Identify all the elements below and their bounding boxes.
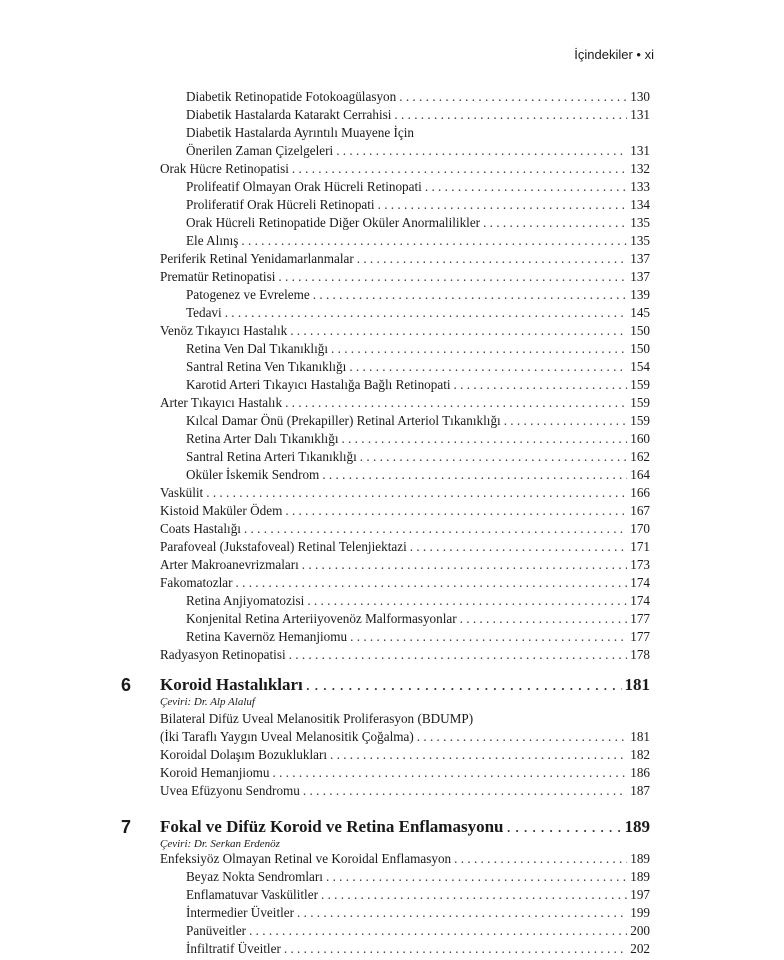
page-number: 160 — [630, 431, 650, 446]
toc-entry-title: Arter Tıkayıcı Hastalık — [160, 395, 283, 410]
chapter-heading — [160, 816, 650, 838]
dot-leader — [399, 88, 627, 106]
toc-entry-title: Koroid Hemanjiomu — [160, 765, 270, 780]
toc-entry — [186, 430, 650, 448]
toc-entry-title: Ele Alınış — [186, 233, 239, 248]
toc-entry — [160, 322, 650, 340]
page-number: 174 — [630, 593, 650, 608]
page-number: 164 — [630, 467, 650, 482]
dot-leader — [289, 646, 628, 664]
dot-leader — [417, 728, 627, 746]
page-number: 202 — [630, 941, 650, 956]
page-number: 133 — [630, 179, 650, 194]
toc-entry-title: Kistoid Maküler Ödem — [160, 503, 283, 518]
toc-entry — [186, 466, 650, 484]
toc-entry — [186, 340, 650, 358]
page-number: 154 — [630, 359, 650, 374]
translator-credit: Çeviri: Dr. Serkan Erdenöz — [160, 838, 280, 850]
dot-leader — [454, 850, 627, 868]
toc-entry — [160, 746, 650, 764]
page-number: 182 — [630, 747, 650, 762]
chapter-number: 6 — [121, 675, 132, 695]
toc-entry — [186, 358, 650, 376]
toc-entry — [160, 268, 650, 286]
toc-entry-title: Enfeksiyöz Olmayan Retinal ve Koroidal Enflamasyon — [160, 851, 452, 866]
toc-entry-title: İnfiltratif Üveitler — [186, 941, 281, 956]
toc-entry-title: Orak Hücre Retinopatisi — [160, 161, 289, 176]
toc-entry-title: Oküler İskemik Sendrom — [186, 467, 320, 482]
toc-entry — [160, 538, 650, 556]
dot-leader — [331, 340, 627, 358]
toc-entry-title: Konjenital Retina Arteriiyovenöz Malformasyonlar — [186, 611, 457, 626]
page-number: 170 — [630, 521, 650, 536]
page-number: 189 — [624, 817, 650, 836]
toc-entry-title: Beyaz Nokta Sendromları — [186, 869, 323, 884]
page-number: 177 — [630, 629, 650, 644]
page-number: 171 — [630, 539, 650, 554]
dot-leader — [357, 250, 627, 268]
toc-entry — [160, 160, 650, 178]
toc-entry-title: Karotid Arteri Tıkayıcı Hastalığa Bağlı Retinopati — [186, 377, 451, 392]
dot-leader — [278, 268, 627, 286]
dot-leader — [307, 592, 627, 610]
dot-leader — [360, 448, 627, 466]
toc-entry-title: Arter Makroanevrizmaları — [160, 557, 299, 572]
page-number: 135 — [630, 215, 650, 230]
dot-leader — [326, 868, 627, 886]
toc-entry — [160, 764, 650, 782]
dot-leader — [322, 466, 627, 484]
toc-entry — [186, 628, 650, 646]
page-number: 178 — [630, 647, 650, 662]
toc-entry-title: Periferik Retinal Yenidamarlanmalar — [160, 251, 354, 266]
toc-entry-title: Enflamatuvar Vaskülitler — [186, 887, 318, 902]
dot-leader — [236, 574, 628, 592]
dot-leader — [349, 358, 627, 376]
toc-entry — [160, 394, 650, 412]
toc-entry — [160, 250, 650, 268]
dot-leader — [460, 610, 628, 628]
dot-leader — [506, 816, 621, 838]
dot-leader — [306, 674, 622, 696]
page-number: 131 — [630, 107, 650, 122]
toc-entry-title: Santral Retina Ven Tıkanıklığı — [186, 359, 347, 374]
dot-leader — [206, 484, 627, 502]
toc-entry-title: Diabetik Hastalarda Katarakt Cerrahisi — [186, 107, 392, 122]
toc-entry-title: Proliferatif Orak Hücreli Retinopati — [186, 197, 375, 212]
dot-leader — [321, 886, 627, 904]
toc-entry — [186, 214, 650, 232]
toc-entry-title: Retina Ven Dal Tıkanıklığı — [186, 341, 328, 356]
page-number: 177 — [630, 611, 650, 626]
dot-leader — [504, 412, 628, 430]
toc-entry-title: Panüveitler — [186, 923, 247, 938]
chapter-number: 7 — [121, 817, 132, 837]
page-number: 199 — [630, 905, 650, 920]
toc-entry — [186, 376, 650, 394]
dot-leader — [378, 196, 628, 214]
page-number: 139 — [630, 287, 650, 302]
toc-entry — [186, 448, 650, 466]
dot-leader — [244, 520, 627, 538]
chapter-title: Fokal ve Difüz Koroid ve Retina Enflamasyonu — [160, 817, 504, 836]
dot-leader — [394, 106, 627, 124]
toc-entry — [160, 850, 650, 868]
translator-credit: Çeviri: Dr. Alp Alaluf — [160, 696, 255, 708]
dot-leader — [273, 764, 628, 782]
page-number: 173 — [630, 557, 650, 572]
dot-leader — [336, 142, 627, 160]
toc-entry-title: Prolifeatif Olmayan Orak Hücreli Retinopati — [186, 179, 422, 194]
toc-entry-title: Vaskülit — [160, 485, 204, 500]
toc-entry-title: Tedavi — [186, 305, 222, 320]
page-number: 132 — [630, 161, 650, 176]
toc-entry-title: Orak Hücreli Retinopatide Diğer Oküler Anormalilikler — [186, 215, 481, 230]
page-number: 166 — [630, 485, 650, 500]
dot-leader — [285, 502, 627, 520]
page-number: 197 — [630, 887, 650, 902]
page-number: 174 — [630, 575, 650, 590]
toc-entry — [160, 646, 650, 664]
toc-entry — [186, 592, 650, 610]
toc-entry — [186, 142, 650, 160]
toc-entry — [160, 484, 650, 502]
toc-entry-title: Önerilen Zaman Çizelgeleri — [186, 143, 334, 158]
toc-entry — [186, 940, 650, 958]
page-number: 189 — [630, 869, 650, 884]
toc-entry — [160, 728, 650, 746]
toc-entry — [160, 710, 650, 728]
toc-entry-title: Diabetik Retinopatide Fotokoagülasyon — [186, 89, 397, 104]
toc-entry — [186, 412, 650, 430]
page-number: 130 — [630, 89, 650, 104]
dot-leader — [284, 940, 627, 958]
page-number: 187 — [630, 783, 650, 798]
page-number: 159 — [630, 377, 650, 392]
toc-entry — [186, 868, 650, 886]
page-number: 145 — [630, 305, 650, 320]
toc-entry-title: Santral Retina Arteri Tıkanıklığı — [186, 449, 357, 464]
dot-leader — [303, 782, 627, 800]
page-number: 137 — [630, 251, 650, 266]
chapter-title: Koroid Hastalıkları — [160, 675, 303, 694]
dot-leader — [454, 376, 628, 394]
toc-entry-title: Diabetik Hastalarda Ayrıntılı Muayene İçin — [186, 125, 415, 140]
toc-entry-title: Radyasyon Retinopatisi — [160, 647, 286, 662]
dot-leader — [483, 214, 627, 232]
toc-entry — [186, 886, 650, 904]
page-number: 181 — [630, 729, 650, 744]
dot-leader — [241, 232, 627, 250]
toc-entry-title: Uvea Efüzyonu Sendromu — [160, 783, 300, 798]
toc-entry — [186, 124, 650, 142]
toc-entry — [186, 286, 650, 304]
toc-entry-title: Fakomatozlar — [160, 575, 233, 590]
page-number: 135 — [630, 233, 650, 248]
dot-leader — [290, 322, 627, 340]
page-number: 159 — [630, 413, 650, 428]
page-number: 131 — [630, 143, 650, 158]
page-number: 134 — [630, 197, 650, 212]
toc-entry-title: Prematür Retinopatisi — [160, 269, 276, 284]
toc-entry — [186, 232, 650, 250]
page-number: 200 — [630, 923, 650, 938]
toc-entry-title: Venöz Tıkayıcı Hastalık — [160, 323, 288, 338]
toc-entry — [186, 904, 650, 922]
page-number: 186 — [630, 765, 650, 780]
page-number: 159 — [630, 395, 650, 410]
toc-entry — [186, 88, 650, 106]
toc-entry-title: Parafoveal (Jukstafoveal) Retinal Telenjiektazi — [160, 539, 407, 554]
toc-entry — [186, 610, 650, 628]
running-header: İçindekiler • xi — [574, 47, 654, 62]
page-number: 189 — [630, 851, 650, 866]
dot-leader — [313, 286, 627, 304]
page-number: 167 — [630, 503, 650, 518]
toc-entry — [186, 196, 650, 214]
dot-leader — [297, 904, 627, 922]
toc-entry — [160, 574, 650, 592]
dot-leader — [249, 922, 627, 940]
toc-entry-title: Retina Arter Dalı Tıkanıklığı — [186, 431, 339, 446]
toc-entry-title: Kılcal Damar Önü (Prekapiller) Retinal Arteriol Tıkanıklığı — [186, 413, 501, 428]
toc-entry-title: Bilateral Difüz Uveal Melanositik Proliferasyon (BDUMP) — [160, 711, 474, 726]
page-number: 181 — [624, 675, 650, 694]
dot-leader — [425, 178, 627, 196]
dot-leader — [341, 430, 627, 448]
dot-leader — [292, 160, 627, 178]
dot-leader — [410, 538, 627, 556]
page-number: 150 — [630, 341, 650, 356]
page-number: 150 — [630, 323, 650, 338]
dot-leader — [302, 556, 627, 574]
toc-entry — [186, 922, 650, 940]
toc-entry — [160, 520, 650, 538]
toc-entry — [160, 502, 650, 520]
toc-entry — [186, 304, 650, 322]
dot-leader — [350, 628, 627, 646]
toc-entry-title: İntermedier Üveitler — [186, 905, 295, 920]
toc-entry-title: Retina Anjiyomatozisi — [186, 593, 305, 608]
toc-entry-title: Koroidal Dolaşım Bozuklukları — [160, 747, 328, 762]
chapter-heading — [160, 674, 650, 696]
toc-entry — [160, 556, 650, 574]
toc-entry — [186, 106, 650, 124]
toc-entry-title: Patogenez ve Evreleme — [186, 287, 310, 302]
toc-entry — [160, 782, 650, 800]
toc-entry — [186, 178, 650, 196]
page-number: 137 — [630, 269, 650, 284]
dot-leader — [225, 304, 628, 322]
toc-entry-title: Retina Kavernöz Hemanjiomu — [186, 629, 348, 644]
dot-leader — [285, 394, 627, 412]
dot-leader — [330, 746, 627, 764]
page-number: 162 — [630, 449, 650, 464]
toc-entry-title: Coats Hastalığı — [160, 521, 241, 536]
toc-entry-title: (İki Taraflı Yaygın Uveal Melanositik Çoğalma) — [160, 729, 414, 744]
